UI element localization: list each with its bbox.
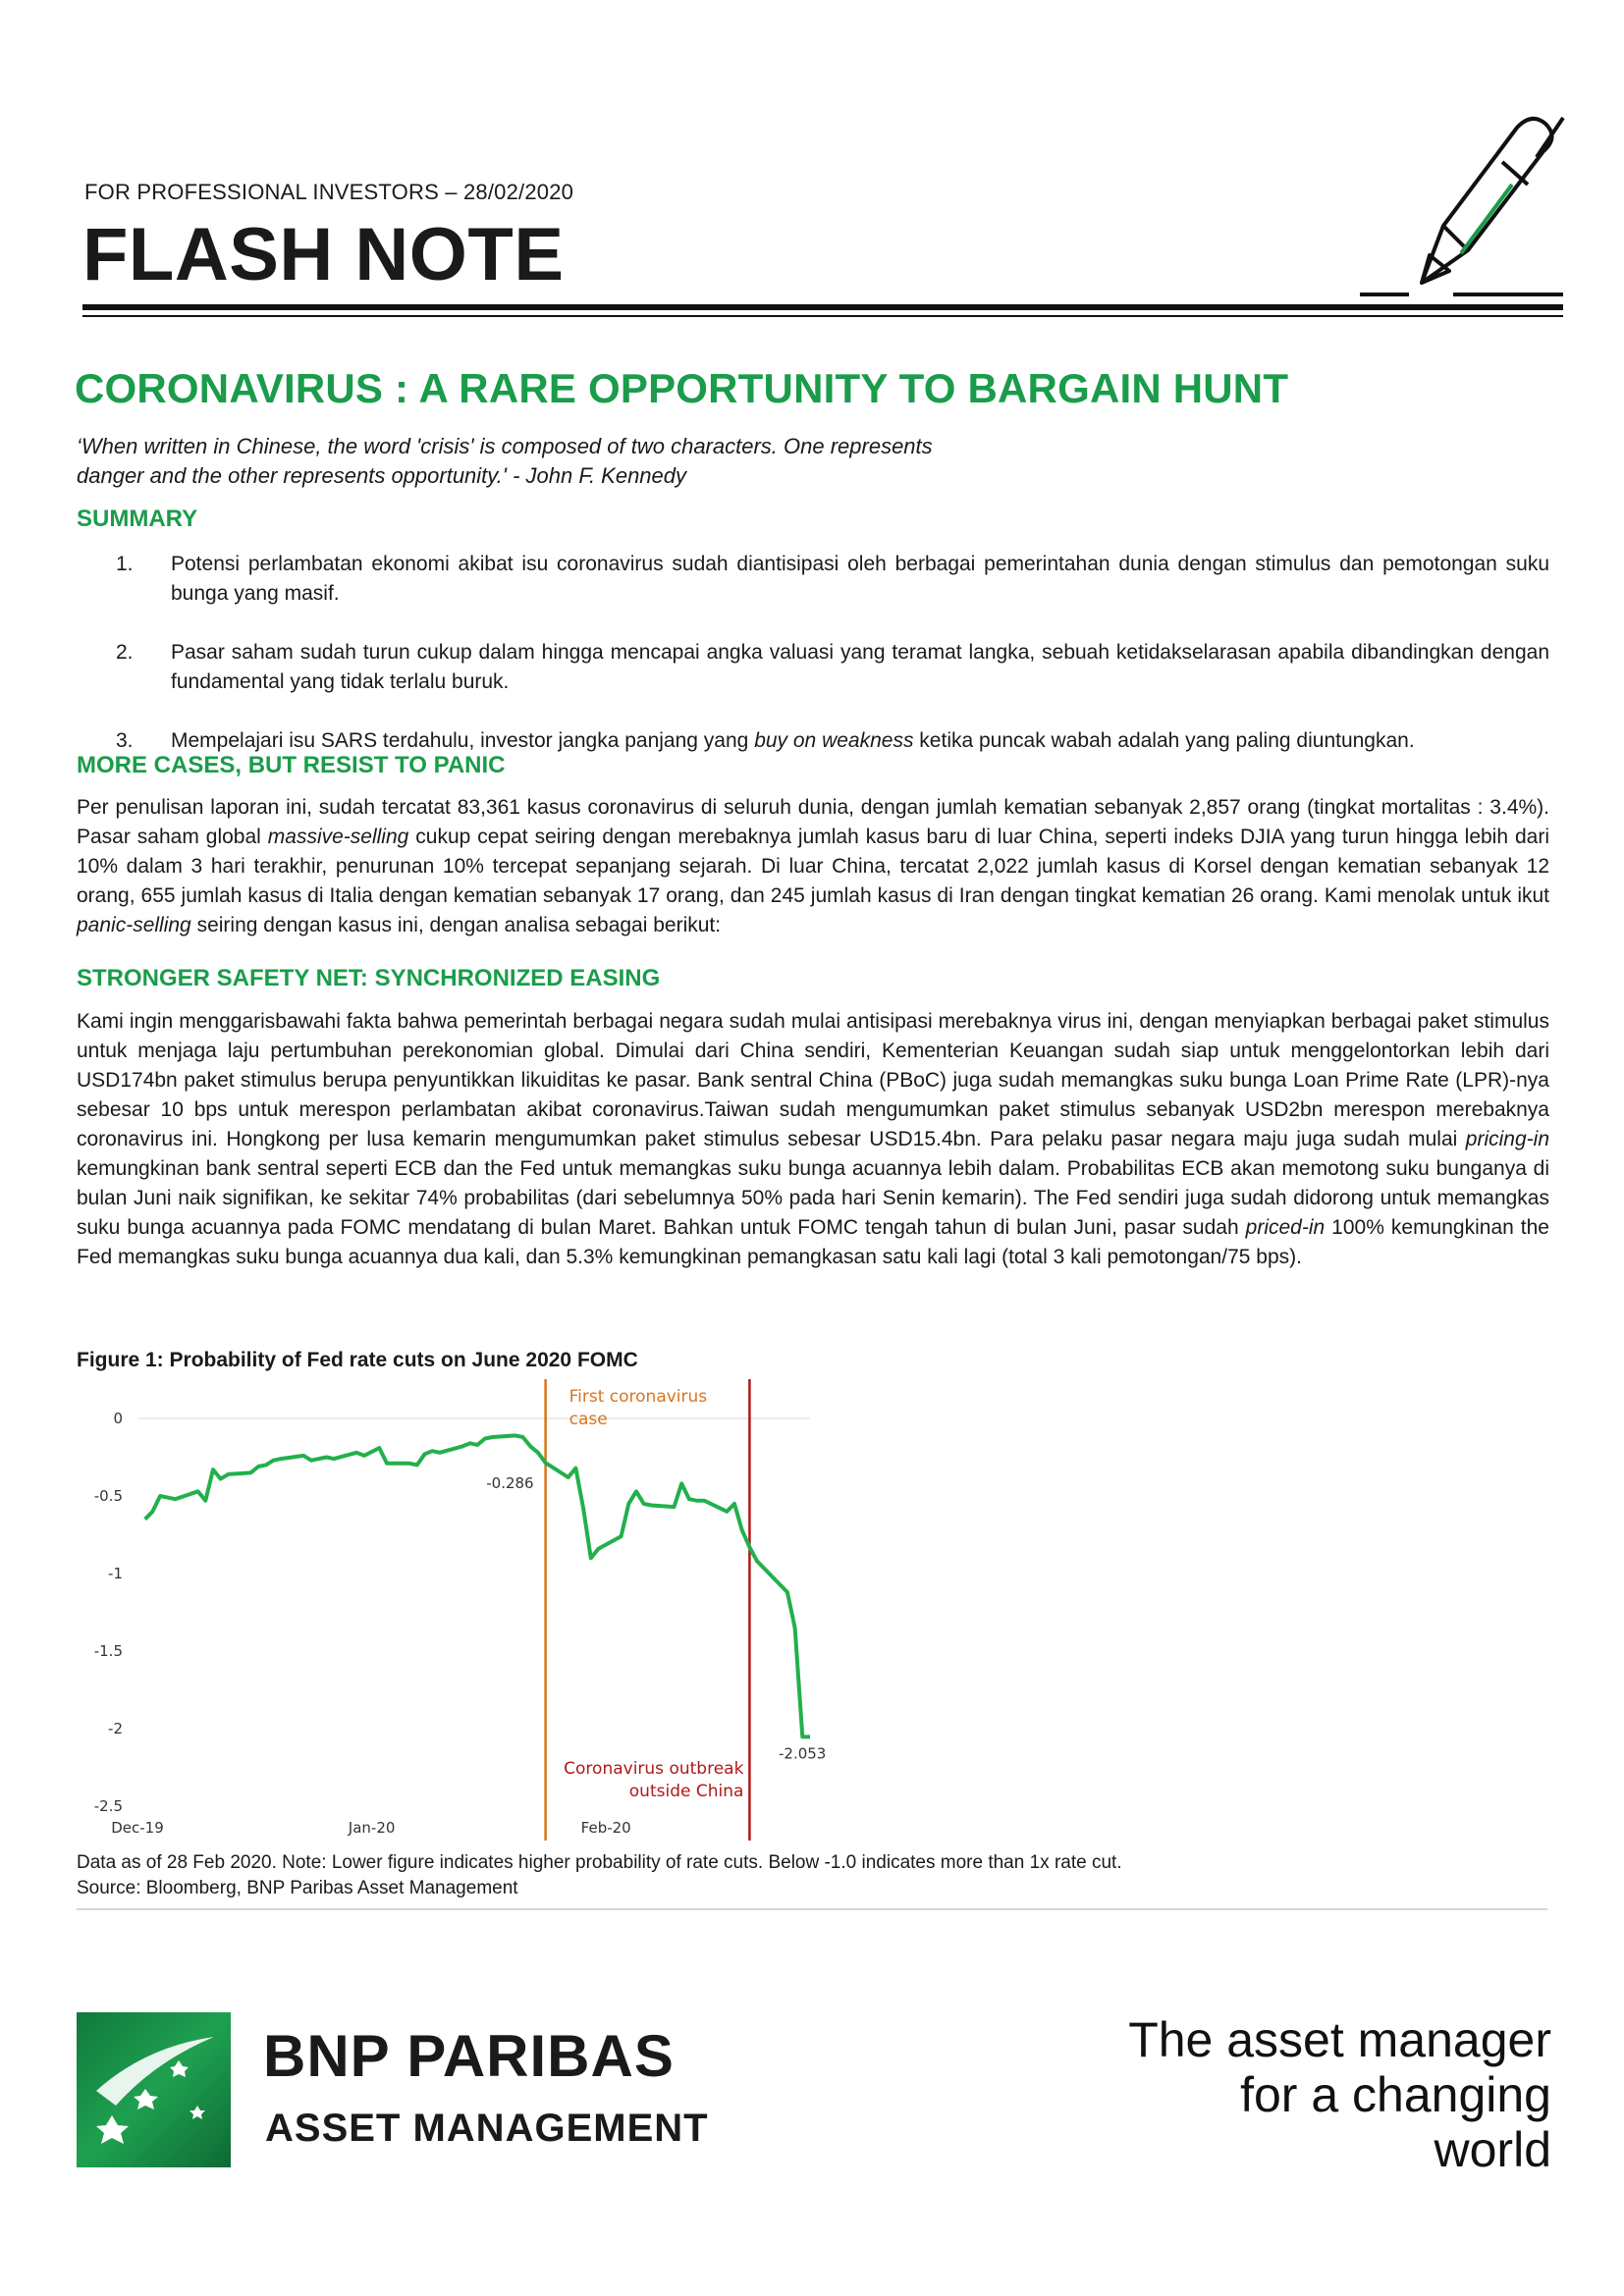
section-heading-cases: MORE CASES, BUT RESIST TO PANIC	[77, 752, 506, 778]
summary-list	[116, 550, 1549, 785]
paragraph-emphasis: priced-in	[1245, 1216, 1326, 1239]
paragraph-text: cukup cepat seiring dengan merebaknya jumlah kasus baru di luar China, seperti indeks DJIA yang turun hingga lebih dari 10% dalam 3 hari terakhir, penurunan 10% tercepat sepanjang sejarah. Di luar China, tercatat 2,022 jumlah kasus di Korsel dengan kematian sebanyak 12 orang, 655 jumlah kasus di Italia dengan kematian sebanyak 17 orang, dan 245 jumlah kasus di Iran dengan tingkat kematian 26 orang. Kami menolak untuk ikut	[77, 826, 1549, 907]
brand-subtitle: ASSET MANAGEMENT	[265, 2107, 709, 2150]
tagline-line-1: The asset manager	[1128, 2012, 1551, 2067]
figure-title: Figure 1: Probability of Fed rate cuts on June 2020 FOMC	[77, 1349, 638, 1371]
article-title: CORONAVIRUS : A RARE OPPORTUNITY TO BARGAIN HUNT	[75, 365, 1289, 411]
summary-item-text: Pasar saham sudah turun cukup dalam hingga mencapai angka valuasi yang teramat langka, sebuah ketidakselarasan apabila dibandingkan dengan fundamental yang tidak terlalu buruk.	[171, 641, 1549, 693]
event-marker-label: Coronavirus outbreak	[564, 1759, 744, 1779]
header-title: FLASH NOTE	[82, 213, 565, 296]
paragraph-emphasis: pricing-in	[1465, 1128, 1549, 1150]
bnp-paribas-logo	[77, 2012, 231, 2167]
tagline-line-2: for a changing	[1240, 2067, 1551, 2122]
paragraph-text: kemungkinan bank sentral seperti ECB dan the Fed untuk memangkas suku bunga acuannya lebih dalam. Probabilitas ECB akan memotong suku bunganya di bulan Juni naik signifikan, ke sekitar 74% probabilitas (dari sebelumnya 50% pada hari Senin kemarin). The Fed sendiri juga sudah didorong untuk memangkas suku bunga acuannya pada FOMC mendatang di bulan Maret. Bahkan untuk FOMC tengah tahun di bulan Juni, pasar sudah	[77, 1157, 1549, 1239]
paragraph-emphasis: massive-selling	[267, 826, 409, 848]
y-tick-label: -2.5	[93, 1797, 123, 1815]
header-subheader: FOR PROFESSIONAL INVESTORS – 28/02/2020	[84, 180, 574, 204]
paragraph-text: seiring dengan kasus ini, dengan analisa sebagai berikut:	[190, 914, 722, 936]
y-tick-label: 0	[113, 1410, 123, 1427]
summary-item-number: 1.	[116, 553, 134, 575]
y-tick-label: -0.5	[93, 1487, 123, 1505]
y-tick-label: -2	[108, 1720, 123, 1737]
y-tick-label: -1.5	[93, 1642, 123, 1660]
tagline-line-3: world	[1434, 2122, 1551, 2177]
summary-item-number: 3.	[116, 729, 134, 752]
event-marker-label: case	[568, 1410, 608, 1429]
summary-item	[116, 550, 1549, 609]
header-divider	[82, 304, 1563, 310]
series-line	[145, 1435, 810, 1736]
event-marker-label: First coronavirus	[568, 1387, 708, 1407]
data-label: -0.286	[486, 1474, 534, 1493]
figure-note-text: Data as of 28 Feb 2020. Note: Lower figure indicates higher probability of rate cuts. Below -1.0 indicates more than 1x rate cut.	[77, 1852, 1122, 1873]
x-tick-label: Dec-19	[111, 1819, 164, 1837]
paragraph-text: Kami ingin menggarisbawahi fakta bahwa pemerintah berbagai negara sudah mulai antisipasi merebaknya virus ini, dengan menyiapkan berbagai paket stimulus untuk menjaga laju pertumbuhan perekonomian global. Dimulai dari China sendiri, Kementerian Keuangan sudah siap untuk menggelontorkan lebih dari USD174bn paket stimulus berupa penyuntikkan likuiditas ke pasar. Bank sentral China (PBoC) juga sudah memangkas suku bunga Loan Prime Rate (LPR)-nya sebesar 10 bps untuk merespon perlambatan akibat coronavirus.Taiwan sudah mengumumkan paket stimulus sebanyak USD2bn merespon merebaknya coronavirus ini. Hongkong per lusa kemarin mengumumkan paket stimulus sebesar USD15.4bn. Para pelaku pasar negara maju juga sudah mulai	[77, 1010, 1549, 1150]
figure-source: Source: Bloomberg, BNP Paribas Asset Management	[77, 1878, 518, 1898]
summary-item-text: Mempelajari isu SARS terdahulu, investor jangka panjang yang	[171, 729, 755, 752]
data-label: -2.053	[779, 1744, 827, 1763]
summary-item-text: Potensi perlambatan ekonomi akibat isu coronavirus sudah diantisipasi oleh berbagai pemerintahan dunia dengan stimulus dan pemotongan suku bunga yang masif.	[171, 553, 1549, 605]
summary-item-emphasis: buy on weakness	[754, 729, 914, 752]
y-tick-label: -1	[108, 1565, 123, 1582]
quote	[77, 432, 1019, 491]
event-marker-label: outside China	[628, 1782, 744, 1801]
quote-line-2: danger and the other represents opportunity.' - John F. Kennedy	[77, 463, 687, 488]
summary-heading: SUMMARY	[77, 506, 198, 532]
header-divider-thin	[82, 315, 1563, 317]
summary-item	[116, 638, 1549, 697]
pen-icon	[1335, 108, 1571, 304]
quote-line-1: ‘When written in Chinese, the word 'crisis' is composed of two characters. One represents	[77, 434, 933, 458]
tagline	[1031, 2012, 1551, 2177]
x-tick-label: Jan-20	[348, 1819, 396, 1837]
brand-name: BNP PARIBAS	[263, 2023, 675, 2089]
footer-divider	[77, 1908, 1547, 1910]
summary-item-number: 2.	[116, 641, 134, 664]
paragraph-text: Per penulisan laporan ini, sudah tercatat 83,361 kasus coronavirus di seluruh dunia, dengan jumlah kematian sebanyak 2,857 orang (tingkat mortalitas : 3.4%). Pasar saham global	[77, 796, 1549, 848]
paragraph-cases	[77, 793, 1549, 940]
figure-note	[77, 1850, 1122, 1901]
line-chart	[79, 1379, 844, 1841]
x-tick-label: Feb-20	[580, 1819, 631, 1837]
paragraph-emphasis: panic-selling	[77, 914, 191, 936]
section-heading-easing: STRONGER SAFETY NET: SYNCHRONIZED EASING	[77, 965, 661, 991]
paragraph-easing	[77, 1007, 1549, 1272]
paragraph-text: 100% kemungkinan the Fed memangkas suku bunga acuannya dua kali, dan 5.3% kemungkinan pemangkasan satu kali lagi (total 3 kali pemotongan/75 bps).	[77, 1216, 1549, 1268]
summary-item-text-end: ketika puncak wabah adalah yang paling diuntungkan.	[913, 729, 1415, 752]
